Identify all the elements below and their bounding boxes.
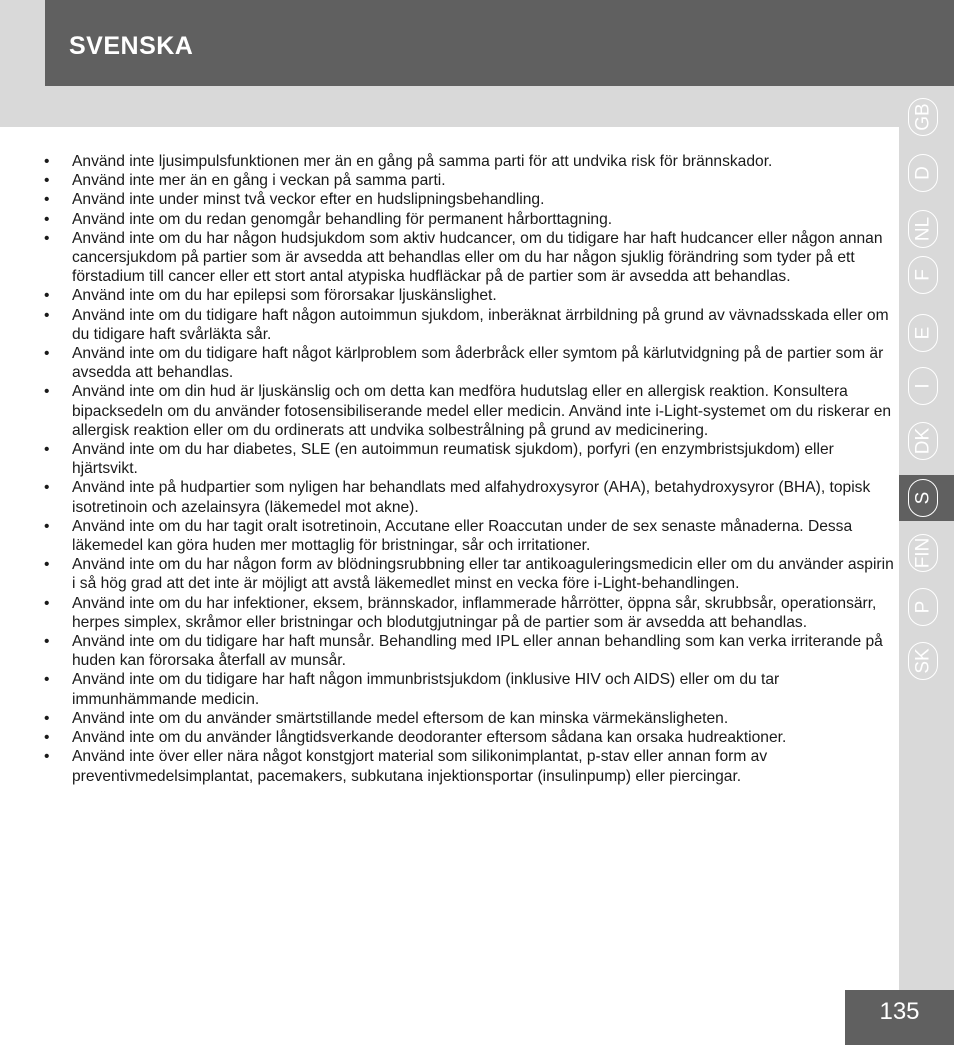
list-item-text: Använd inte ljusimpulsfunktionen mer än en gång på samma parti för att undvika risk för brännskador. <box>72 153 773 170</box>
page-title: SVENSKA <box>69 32 194 60</box>
tab-label: P <box>912 600 934 614</box>
list-item <box>44 190 894 209</box>
bullet: • <box>44 479 50 497</box>
list-item-text: Använd inte om du tidigare haft något kärlproblem som åderbråck eller symtom på kärlutvidgning på de partier som är avsedda att behandlas. <box>72 345 884 382</box>
page-number-box <box>845 990 954 1045</box>
bullet: • <box>44 517 50 535</box>
bullet: • <box>44 671 50 689</box>
list-item-text: Använd inte om du har infektioner, eksem, brännskador, inflammerade hårrötter, öppna sår, skrubbsår, operationsärr, herpes simplex, skråmor eller bristningar och blodutgjutningar på de partier som är avsedda att behandlas. <box>72 594 877 631</box>
tab-label: NL <box>912 216 934 242</box>
list-item <box>44 747 894 785</box>
page-number: 135 <box>879 998 920 1025</box>
bullet: • <box>44 210 50 228</box>
bullet: • <box>44 383 50 401</box>
tab-label: D <box>912 166 934 180</box>
list-item-text: Använd inte om du har diabetes, SLE (en autoimmun reumatisk sjukdom), porfyri (en enzymbristsjukdom) eller hjärtsvikt. <box>72 441 834 478</box>
bullet: • <box>44 441 50 459</box>
list-item-text: Använd inte mer än en gång i veckan på samma parti. <box>72 172 446 190</box>
bullet: • <box>44 345 50 363</box>
list-item-text: Använd inte om du tidigare har haft munsår. Behandling med IPL eller annan behandling som kan verka irriterande på huden kan förorsaka återfall av munsår. <box>72 633 883 670</box>
tab-lang-i[interactable] <box>908 367 938 405</box>
tab-lang-e[interactable] <box>908 314 938 352</box>
tab-label: SK <box>912 648 934 674</box>
list-item-text: Använd inte om du har någon form av blödningsrubbning eller tar antikoaguleringsmedicin eller om du använder aspirin i så hög grad att det inte är möjligt att avstå läkemedlet minst en vecka före i-Light-behandlingen. <box>72 556 894 593</box>
tab-lang-gb[interactable] <box>908 98 938 136</box>
list-item-text: Använd inte om du har tagit oralt isotretinoin, Accutane eller Roaccutan under de sex senaste månaderna. Dessa läkemedel kan göra huden mer mottaglig för bristningar, sår och irritationer. <box>72 517 853 555</box>
list-item-text: Använd inte om du tidigare haft någon autoimmun sjukdom, inberäknat ärrbildning på grund av vävnadsskada eller om du tidigare haft svårläkta sår. <box>72 306 889 343</box>
bullet: • <box>44 556 50 574</box>
list-item-text: Använd inte om du använder smärtstillande medel eftersom de kan minska värmekänsligheten. <box>72 709 729 727</box>
warnings-list-section <box>44 152 894 786</box>
list-item <box>44 632 894 670</box>
tab-lang-nl[interactable] <box>908 210 938 248</box>
list-item-text: Använd inte om du använder långtidsverkande deodoranter eftersom sådana kan orsaka hudreaktioner. <box>72 729 787 747</box>
list-item <box>44 229 894 287</box>
bullet: • <box>44 633 50 651</box>
tab-lang-p[interactable] <box>908 588 938 626</box>
list-item <box>44 440 894 478</box>
list-item-text: Använd inte över eller nära något konstgjort material som silikonimplantat, p-stav eller annan form av preventivmedelsimplantat, pacemakers, subkutana injektionsportar (insulinpump) eller piercingar. <box>72 748 768 785</box>
list-item <box>44 344 894 382</box>
tab-lang-s[interactable] <box>908 479 938 517</box>
bullet: • <box>44 229 50 247</box>
list-item-text: Använd inte om du har någon hudsjukdom som aktiv hudcancer, om du tidigare har haft hudcancer eller någon annan cancersjukdom på partier som är avsedda att behandlas eller om du har någon sjuklig förändring som tyder på ett förstadium till cancer eller ett stort antal atypiska hudfläckar på de partier som är avsedda att behandlas. <box>72 229 883 286</box>
list-item <box>44 171 894 190</box>
tab-lang-f[interactable] <box>908 256 938 294</box>
list-item <box>44 594 894 632</box>
bullet: • <box>44 729 50 747</box>
list-item <box>44 517 894 555</box>
header-bar <box>45 0 954 86</box>
tab-label: I <box>912 383 934 389</box>
bullet: • <box>44 594 50 612</box>
list-item <box>44 306 894 344</box>
list-item <box>44 709 894 728</box>
list-item-text: Använd inte under minst två veckor efter en hudslipningsbehandling. <box>72 191 545 209</box>
tab-label: DK <box>912 427 934 455</box>
list-item <box>44 728 894 747</box>
list-item <box>44 382 894 440</box>
bullet: • <box>44 748 50 766</box>
tab-label: S <box>912 491 934 505</box>
list-item-text: Använd inte om du tidigare har haft någon immunbristsjukdom (inklusive HIV och AIDS) eller om du tar immunhämmande medicin. <box>72 671 780 708</box>
list-item-text: Använd inte om du har epilepsi som förorsakar ljuskänslighet. <box>72 287 497 305</box>
list-item <box>44 210 894 229</box>
tab-lang-sk[interactable] <box>908 642 938 680</box>
list-item <box>44 152 894 171</box>
bullet: • <box>44 287 50 305</box>
tab-label: E <box>912 326 934 340</box>
tab-label: FIN <box>912 537 934 569</box>
list-item-text: Använd inte på hudpartier som nyligen har behandlats med alfahydroxysyror (AHA), betahydroxysyror (BHA), topisk isotretinoin och azelainsyra (läkemedel mot akne). <box>72 479 871 516</box>
bullet: • <box>44 709 50 727</box>
tab-label: F <box>912 269 934 281</box>
tab-label: GB <box>912 103 934 131</box>
list-item <box>44 478 894 516</box>
list-item <box>44 555 894 593</box>
bullet: • <box>44 306 50 324</box>
bullet: • <box>44 153 50 170</box>
list-item <box>44 670 894 708</box>
list-item-text: Använd inte om din hud är ljuskänslig och om detta kan medföra hudutslag eller en allergisk reaktion. Konsultera bipacksedeln om du använder fotosensibiliserande medel eller medicin. Använd inte i-Light-systemet om du riskerar en allergisk reaktion eller om du ordinerats att undvika solbestrålning på grund av medicinering. <box>72 383 892 439</box>
tab-lang-fin[interactable] <box>908 534 938 572</box>
list-item-text: Använd inte om du redan genomgår behandling för permanent hårborttagning. <box>72 210 613 228</box>
tab-lang-d[interactable] <box>908 154 938 192</box>
bullet: • <box>44 172 50 190</box>
warnings-list <box>44 152 894 786</box>
tab-lang-dk[interactable] <box>908 422 938 460</box>
list-item <box>44 286 894 305</box>
bullet: • <box>44 191 50 209</box>
